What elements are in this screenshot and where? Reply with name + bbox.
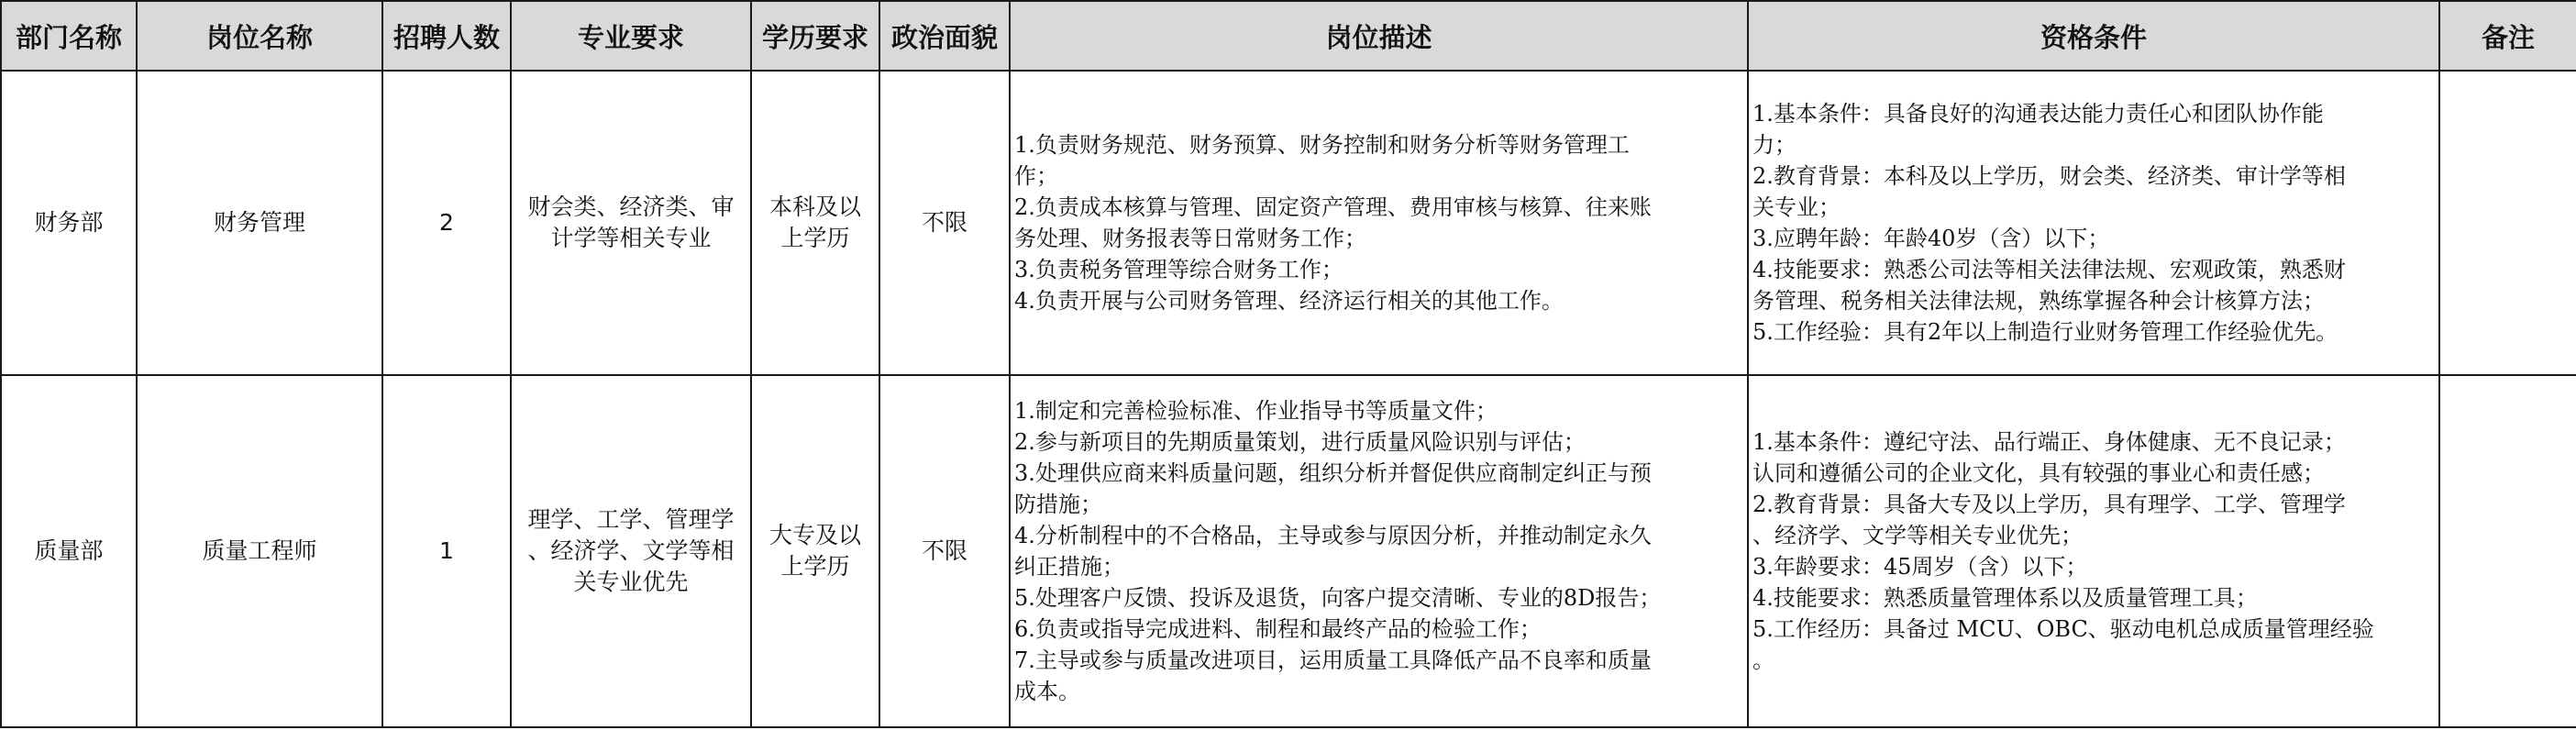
major-line: 关专业优先 [573, 569, 689, 595]
description-line: 防措施； [1014, 492, 1102, 517]
major-line: 计学等相关专业 [550, 225, 712, 251]
cell-qualifications [1748, 375, 2439, 727]
description-line: 1.制定和完善检验标准、作业指导书等质量文件； [1014, 398, 1498, 424]
description-line: 6.负责或指导完成进料、制程和最终产品的检验工作； [1014, 616, 1542, 642]
education-line: 本科及以 [768, 194, 861, 220]
education-line: 大专及以 [768, 522, 861, 548]
header-headcount: 招聘人数 [382, 1, 511, 71]
description-line: 务处理、财务报表等日常财务工作； [1014, 226, 1366, 251]
header-political: 政治面貌 [879, 1, 1010, 71]
header-position: 岗位名称 [137, 1, 382, 71]
description-line: 作； [1014, 163, 1058, 189]
qualification-line: 5.工作经历：具备过 MCU、OBC、驱动电机总成质量管理经验 [1752, 616, 2374, 642]
qualification-line: 3.年龄要求：45周岁（含）以下； [1752, 554, 2088, 580]
education-line: 上学历 [780, 553, 850, 580]
cell-department: 质量部 [1, 375, 137, 727]
description-line: 3.处理供应商来料质量问题，组织分析并督促供应商制定纠正与预 [1014, 460, 1652, 486]
qualification-line: 2.教育背景：具备大专及以上学历，具有理学、工学、管理学 [1752, 492, 2346, 517]
cell-major [511, 375, 751, 727]
qualification-line: 4.技能要求：熟悉质量管理体系以及质量管理工具； [1752, 585, 2258, 611]
education-line: 上学历 [780, 225, 850, 251]
cell-political: 不限 [879, 71, 1010, 375]
cell-major [511, 71, 751, 375]
description-line: 2.参与新项目的先期质量策划，进行质量风险识别与评估； [1014, 429, 1586, 455]
qualification-line: 。 [1752, 647, 1774, 673]
qualification-line: 1.基本条件：遵纪守法、品行端正、身体健康、无不良记录； [1752, 429, 2346, 455]
header-department: 部门名称 [1, 1, 137, 71]
qualification-line: 力； [1752, 132, 1797, 158]
table-row [1, 71, 2576, 375]
header-description: 岗位描述 [1010, 1, 1748, 71]
qualification-line: 关专业； [1752, 194, 1841, 220]
cell-headcount: 2 [382, 71, 511, 375]
major-line: 财会类、经济类、审 [527, 194, 735, 220]
header-qualifications: 资格条件 [1748, 1, 2439, 71]
qualification-line: 3.应聘年龄：年龄40岁（含）以下； [1752, 226, 2110, 251]
description-line: 7.主导或参与质量改进项目，运用质量工具降低产品不良率和质量 [1014, 647, 1652, 673]
qualification-line: 1.基本条件：具备良好的沟通表达能力责任心和团队协作能 [1752, 101, 2324, 127]
cell-education [751, 375, 879, 727]
qualification-line: 2.教育背景：本科及以上学历，财会类、经济类、审计学等相 [1752, 163, 2346, 189]
description-line: 5.处理客户反馈、投诉及退货，向客户提交清晰、专业的8D报告； [1014, 585, 1662, 611]
cell-description [1010, 71, 1748, 375]
description-line: 纠正措施； [1014, 554, 1124, 580]
description-line: 1.负责财务规范、财务预算、财务控制和财务分析等财务管理工 [1014, 132, 1630, 158]
cell-description [1010, 375, 1748, 727]
header-major: 专业要求 [511, 1, 751, 71]
description-line: 2.负责成本核算与管理、固定资产管理、费用审核与核算、往来账 [1014, 194, 1652, 220]
description-line: 4.分析制程中的不合格品，主导或参与原因分析，并推动制定永久 [1014, 523, 1652, 548]
description-line: 3.负责税务管理等综合财务工作； [1014, 257, 1343, 282]
qualification-line: 、经济学、文学等相关专业优先； [1752, 523, 2083, 548]
cell-position: 财务管理 [137, 71, 382, 375]
description-line: 4.负责开展与公司财务管理、经济运行相关的其他工作。 [1014, 288, 1564, 314]
description-line: 成本。 [1014, 679, 1080, 704]
major-line: 、经济学、文学等相 [527, 537, 735, 564]
qualification-line: 5.工作经验：具有2年以上制造行业财务管理工作经验优先。 [1752, 319, 2338, 345]
cell-remarks [2439, 71, 2576, 375]
header-row [1, 1, 2576, 71]
qualification-line: 认同和遵循公司的企业文化，具有较强的事业心和责任感； [1752, 460, 2325, 486]
cell-position: 质量工程师 [137, 375, 382, 727]
cell-education [751, 71, 879, 375]
cell-headcount: 1 [382, 375, 511, 727]
header-remarks: 备注 [2439, 1, 2576, 71]
qualification-line: 务管理、税务相关法律法规，熟练掌握各种会计核算方法； [1752, 288, 2325, 314]
cell-qualifications [1748, 71, 2439, 375]
header-education: 学历要求 [751, 1, 879, 71]
table-row [1, 375, 2576, 727]
cell-department: 财务部 [1, 71, 137, 375]
cell-remarks [2439, 375, 2576, 727]
qualification-line: 4.技能要求：熟悉公司法等相关法律法规、宏观政策，熟悉财 [1752, 257, 2346, 282]
major-line: 理学、工学、管理学 [527, 506, 735, 533]
cell-political: 不限 [879, 375, 1010, 727]
